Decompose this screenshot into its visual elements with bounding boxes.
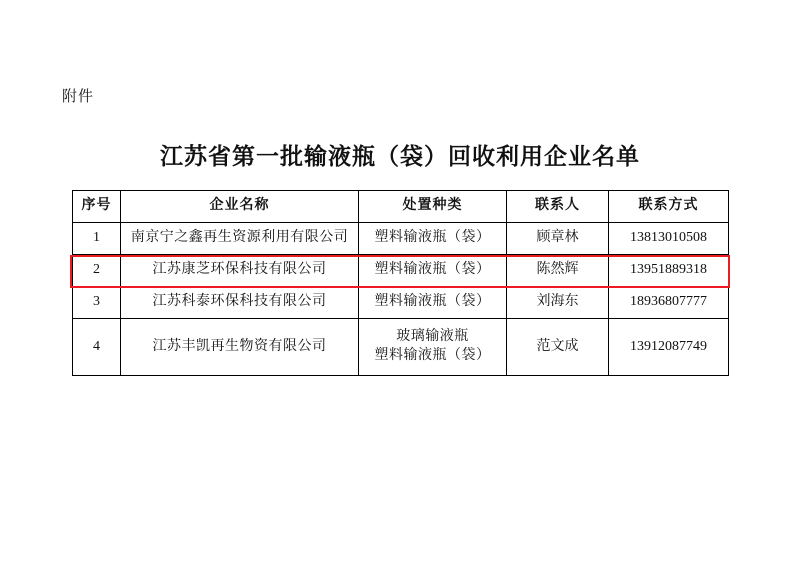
column-header-contact: 联系人 <box>507 191 609 223</box>
cell-phone: 13813010508 <box>609 223 729 255</box>
company-list-table-wrap <box>72 190 728 376</box>
cell-contact: 陈然辉 <box>507 255 609 287</box>
column-header-phone: 联系方式 <box>609 191 729 223</box>
cell-contact: 顾章林 <box>507 223 609 255</box>
cell-contact: 范文成 <box>507 319 609 376</box>
cell-disposal-type-line2: 塑料输液瓶（袋） <box>374 348 491 363</box>
table-header-row <box>73 191 729 223</box>
cell-company-name: 江苏康芝环保科技有限公司 <box>121 255 359 287</box>
cell-disposal-type <box>359 319 507 376</box>
cell-disposal-type-line1: 玻璃输液瓶 <box>396 329 469 345</box>
cell-contact: 刘海东 <box>507 287 609 319</box>
cell-phone: 13912087749 <box>609 319 729 376</box>
column-header-company-name: 企业名称 <box>121 191 359 223</box>
cell-disposal-type: 塑料输液瓶（袋） <box>359 223 507 255</box>
cell-no: 1 <box>73 223 121 255</box>
cell-disposal-type: 塑料输液瓶（袋） <box>359 287 507 319</box>
column-header-disposal-type: 处置种类 <box>359 191 507 223</box>
cell-no: 2 <box>73 255 121 287</box>
cell-company-name: 江苏丰凯再生物资有限公司 <box>121 319 359 376</box>
table-row <box>73 287 729 319</box>
column-header-no: 序号 <box>73 191 121 223</box>
table-row <box>73 223 729 255</box>
page-title: 江苏省第一批输液瓶（袋）回收利用企业名单 <box>160 144 640 169</box>
attachment-label: 附件 <box>62 89 95 105</box>
cell-phone: 13951889318 <box>609 255 729 287</box>
cell-company-name: 南京宁之鑫再生资源利用有限公司 <box>121 223 359 255</box>
table-row <box>73 255 729 287</box>
cell-phone: 18936807777 <box>609 287 729 319</box>
cell-no: 3 <box>73 287 121 319</box>
cell-disposal-type: 塑料输液瓶（袋） <box>359 255 507 287</box>
cell-no: 4 <box>73 319 121 376</box>
table-row <box>73 319 729 376</box>
company-list-table <box>72 190 729 376</box>
cell-company-name: 江苏科泰环保科技有限公司 <box>121 287 359 319</box>
